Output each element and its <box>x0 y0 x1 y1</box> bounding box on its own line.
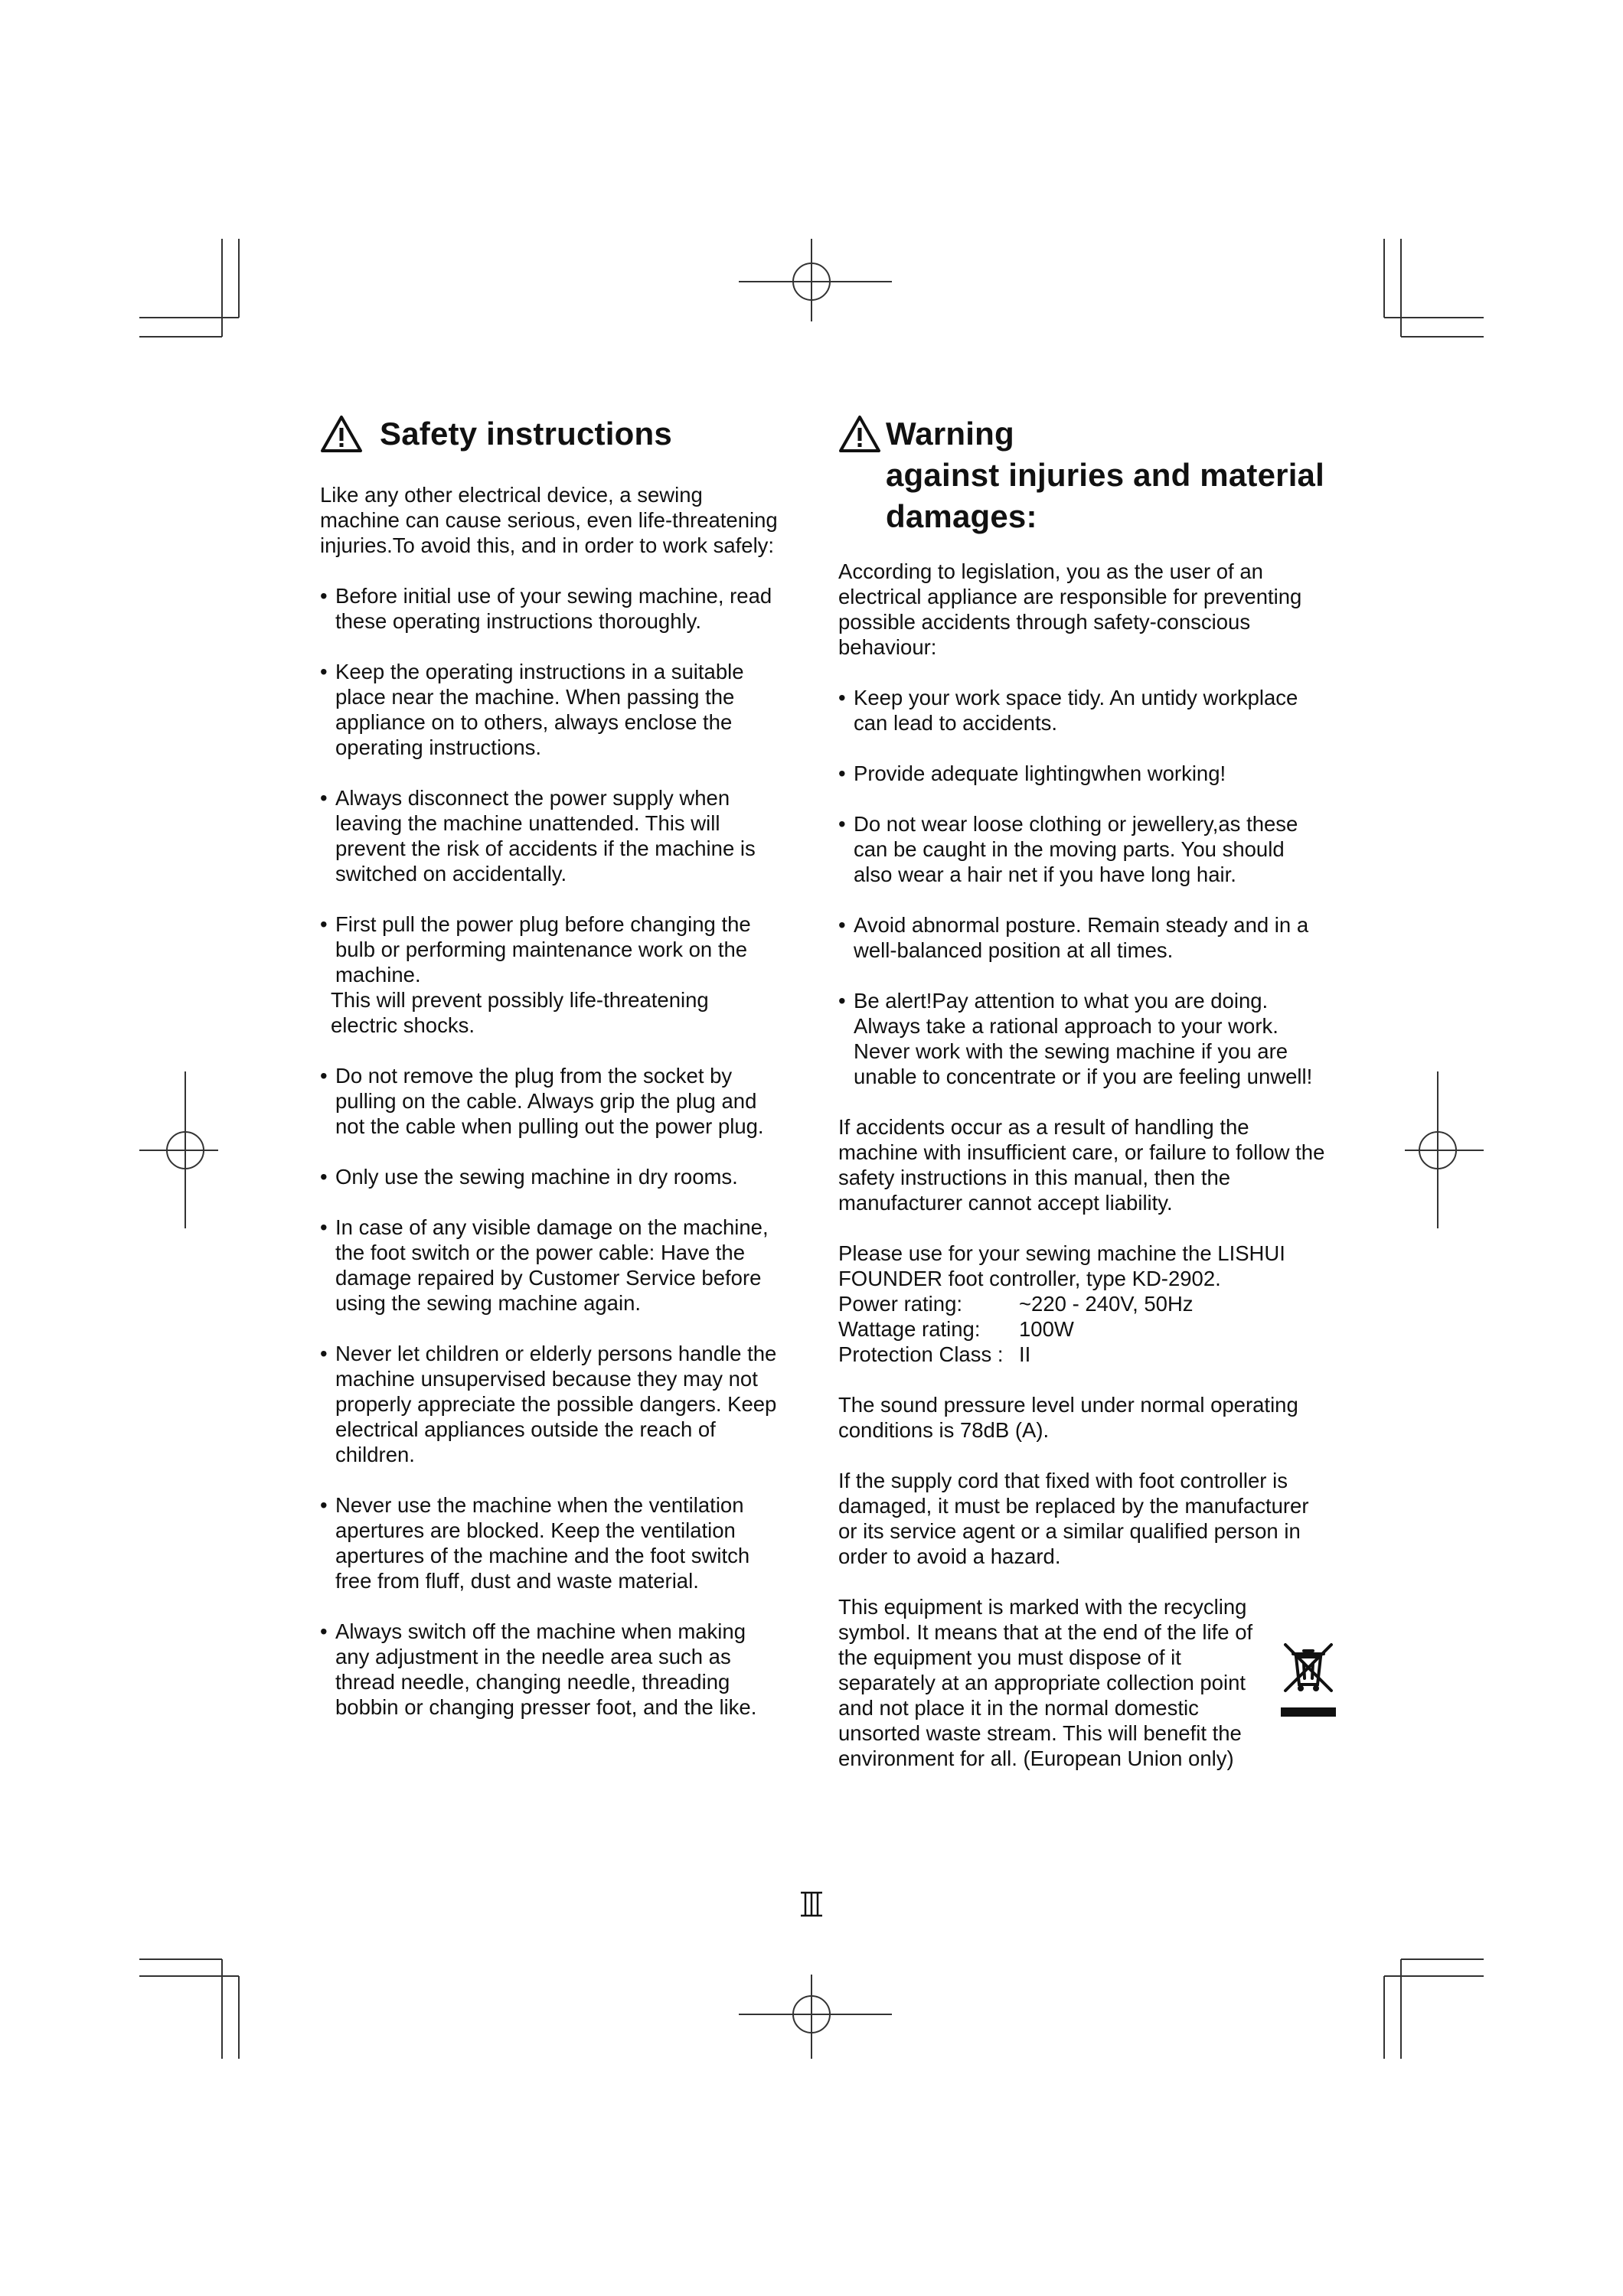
warning-bullet-list <box>838 685 1328 1089</box>
foot-controller-block <box>838 1241 1328 1367</box>
list-item: • Provide adequate lightingwhen working! <box>838 762 1226 785</box>
spec-row: Wattage rating: 100W <box>838 1317 1074 1341</box>
crossed-out-wheelie-bin-icon <box>1281 1640 1342 1724</box>
warning-triangle-icon <box>320 415 363 453</box>
list-item: • Never let children or elderly persons handle the machine unsupervised because they may not properly appreciate the possible dangers. Keep electrical appliances outside the reach of children. <box>320 1342 777 1466</box>
list-item: • First pull the power plug before changing the bulb or performing maintenance work on the machine. This will prevent possibly life-threatening electric shocks. <box>320 912 779 1038</box>
list-item: • Avoid abnormal posture. Remain steady and in a well-balanced position at all times. <box>838 913 1309 962</box>
recycling-block <box>838 1594 1328 1771</box>
safety-instructions-title: Safety instructions <box>380 416 672 452</box>
list-item-extra: This will prevent possibly life-threatening electric shocks. <box>331 988 709 1037</box>
warning-title: Warning <box>886 416 1014 452</box>
list-item: • Keep the operating instructions in a suitable place near the machine. When passing the appliance on to others, always enclose the operating instructions. <box>320 660 744 759</box>
list-item: • Always switch off the machine when making any adjustment in the needle area such as thread needle, changing needle, threading bobbin or changing presser foot, and the like. <box>320 1619 757 1719</box>
warning-triangle-icon <box>838 415 881 453</box>
safety-instructions-column <box>320 413 779 1720</box>
page-number <box>796 1889 827 1919</box>
list-item: • Before initial use of your sewing machine, read these operating instructions thoroughly. <box>320 584 772 633</box>
safety-bullet-list <box>320 583 779 1720</box>
safety-instructions-heading <box>320 413 779 455</box>
foot-controller-text: Please use for your sewing machine the LISHUI FOUNDER foot controller, type KD-2902. <box>838 1241 1285 1290</box>
warning-subtitle: against injuries and material damages: <box>886 457 1324 534</box>
list-item: • In case of any visible damage on the machine, the foot switch or the power cable: Have the damage repaired by Customer Service before using the sewing machine again. <box>320 1215 769 1315</box>
list-item: • Always disconnect the power supply when leaving the machine unattended. This will prevent the risk of accidents if the machine is switched on accidentally. <box>320 786 756 885</box>
spec-row: Power rating: ~220 - 240V, 50Hz <box>838 1292 1194 1316</box>
warning-heading <box>838 413 1328 537</box>
list-item: • Do not wear loose clothing or jewellery,as these can be caught in the moving parts. You should also wear a hair net if you have long hair. <box>838 812 1298 886</box>
warning-intro: According to legislation, you as the user of an electrical appliance are responsible for preventing possible accidents through safety-conscious behaviour: <box>838 559 1302 659</box>
spec-row: Protection Class : II <box>838 1342 1031 1366</box>
list-item: • Only use the sewing machine in dry rooms. <box>320 1165 738 1189</box>
warning-column <box>838 413 1328 1771</box>
liability-paragraph: If accidents occur as a result of handling the machine with insufficient care, or failure to follow the safety instructions in this manual, then the manufacturer cannot accept liability. <box>838 1115 1325 1215</box>
list-item: • Keep your work space tidy. An untidy workplace can lead to accidents. <box>838 686 1298 735</box>
list-item: • Do not remove the plug from the socket by pulling on the cable. Always grip the plug and not the cable when pulling out the power plug. <box>320 1064 764 1138</box>
recycling-paragraph: This equipment is marked with the recycling symbol. It means that at the end of the life of the equipment you must dispose of it separately at an appropriate collection point and not place it in the normal domestic unsorted waste stream. This will benefit the environment for all. (European Union only) <box>838 1595 1253 1770</box>
safety-intro: Like any other electrical device, a sewing machine can cause serious, even life-threatening injuries.To avoid this, and in order to work safely: <box>320 483 778 557</box>
list-item: • Never use the machine when the ventilation apertures are blocked. Keep the ventilation apertures of the machine and the foot switch free from fluff, dust and waste material. <box>320 1493 750 1593</box>
sound-level-paragraph: The sound pressure level under normal operating conditions is 78dB (A). <box>838 1393 1298 1442</box>
list-item: • Be alert!Pay attention to what you are doing. Always take a rational approach to your work. Never work with the sewing machine if you are unable to concentrate or if you are feeling unwell! <box>838 989 1313 1088</box>
supply-cord-paragraph: If the supply cord that fixed with foot controller is damaged, it must be replaced by the manufacturer or its service agent or a similar qualified person in order to avoid a hazard. <box>838 1469 1309 1568</box>
